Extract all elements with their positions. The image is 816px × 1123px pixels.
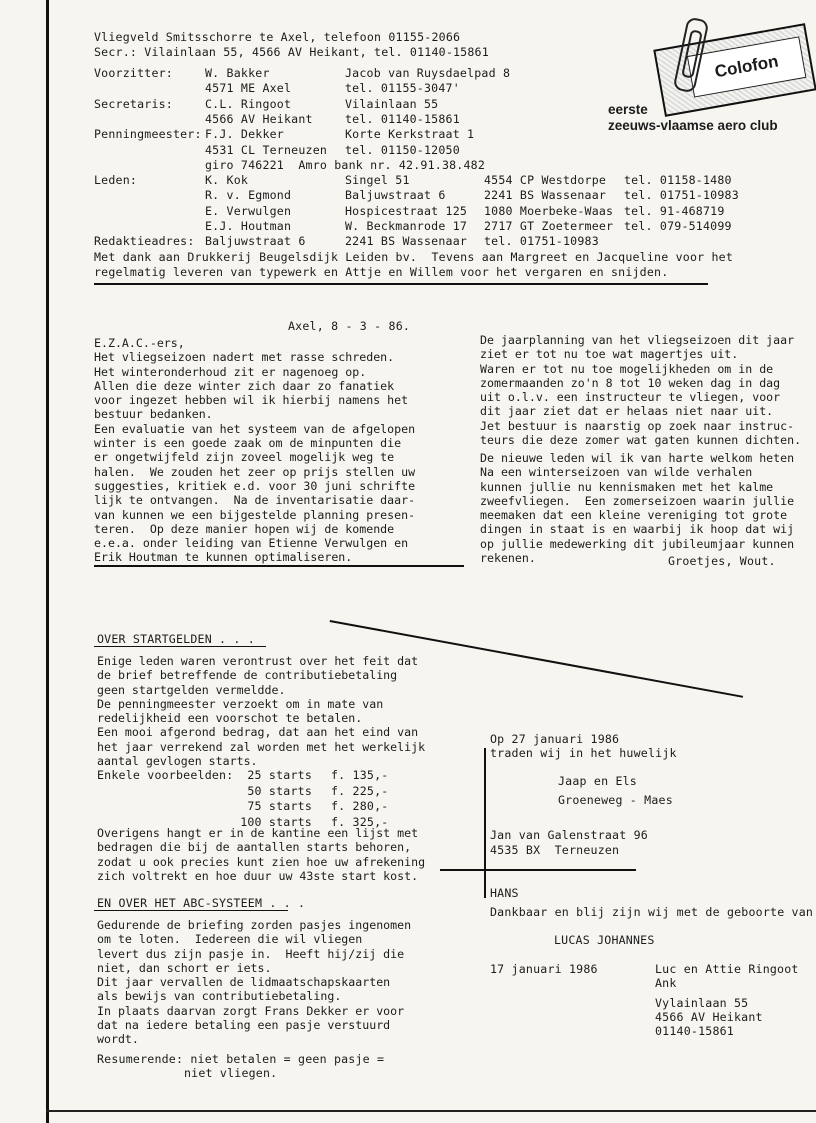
header-line-2: Secr.: Vilainlaan 55, 4566 AV Heikant, tel. 01140-15861 — [94, 45, 489, 59]
text-line: Erik Houtman te kunnen optimaliseren. — [94, 550, 353, 565]
text-line: kunnen jullie nu kennismaken met het kalme — [480, 479, 774, 494]
announcement-horizontal-line — [440, 869, 636, 871]
abc-heading-underline — [94, 910, 288, 911]
startgelden-body-2 — [97, 826, 425, 883]
birth-phone: 01140-15861 — [655, 1024, 734, 1038]
text-line: zweefvliegen. Een zomerseizoen waarin jullie — [480, 493, 795, 508]
header-line-1: Vliegveld Smitsschorre te Axel, telefoon 01155-2066 — [94, 30, 461, 44]
board-cell: E.J. Houtman — [205, 219, 292, 233]
text-line: Na een winterseizoen van wilde verhalen — [480, 465, 753, 480]
text-line: Het vliegseizoen nadert met rasse schreden. — [94, 350, 395, 365]
wedding-address-1: Jan van Galenstraat 96 — [490, 828, 648, 842]
birth-date: 17 januari 1986 — [490, 962, 598, 976]
board-cell: 2241 BS Wassenaar — [345, 234, 468, 249]
board-cell: tel. 01140-15861 — [345, 111, 460, 126]
text-line: Enige leden waren verontrust over het feit dat — [97, 654, 419, 668]
board-cell: tel. 079-514099 — [624, 219, 732, 233]
text-line: bedragen die bij de aantallen starts behoren, — [97, 840, 412, 855]
thanks-line-2: regelmatig leveren van typewerk en Attje en Willem voor het vergaren en snijden. — [94, 265, 669, 279]
board-cell: E. Verwulgen — [205, 203, 292, 218]
abc-summary-1: Resumerende: niet betalen = geen pasje = — [97, 1052, 385, 1066]
board-cell: giro 746221 Amro bank nr. 42.91.38.482 — [205, 157, 486, 172]
letter-left-underline — [94, 565, 464, 567]
text-line: de brief betreffende de contributiebetaling — [97, 668, 398, 683]
text-line: dingen in staat is en waarbij ik hoop dat wij — [480, 522, 795, 537]
text-line: teren. Op deze manier hopen wij de komende — [94, 521, 395, 536]
text-line: Dit jaar vervallen de lidmaatschapskaarten — [97, 975, 391, 990]
text-line: Het winteronderhoud zit er nagenoeg op. — [94, 364, 367, 379]
text-line: In plaats daarvan zorgt Frans Dekker er voor — [97, 1003, 405, 1018]
board-cell: Jacob van Ruysdaelpad 8 — [345, 66, 511, 80]
text-line: ziet er tot nu toe wat magertjes uit. — [480, 347, 739, 362]
abc-summary-2: niet vliegen. — [184, 1066, 278, 1080]
thanks-line-1: Met dank aan Drukkerij Beugelsdijk Leiden bv. Tevens aan Margreet en Jacqueline voor het — [94, 250, 734, 264]
letter-right-paragraph-2 — [480, 451, 794, 565]
example-amount: f. 325,- — [331, 814, 389, 829]
board-cell: tel. 01158-1480 — [624, 173, 732, 188]
letter-right-paragraph-1 — [480, 333, 801, 447]
board-cell: Korte Kerkstraat 1 — [345, 127, 475, 142]
text-line: om te loten. Iedereen die wil vliegen — [97, 932, 363, 947]
page-bottom-edge — [46, 1110, 816, 1112]
example-amount: f. 225,- — [331, 783, 389, 798]
text-line: Waren er tot nu toe mogelijkheden om in de — [480, 361, 774, 376]
text-line: van kunnen we een bijgestelde planning presen- — [94, 507, 416, 522]
board-cell: tel. 01155-3047' — [345, 81, 460, 96]
text-line: dit jaar ziet dat er helaas niet naar uit. — [480, 404, 774, 419]
text-line: Een evaluatie van het systeem van de afgelopen — [94, 421, 416, 436]
text-line: meemaken dat een kleine vereniging tot grote — [480, 508, 788, 523]
text-line: De nieuwe leden wil ik van harte welkom heten — [480, 451, 795, 465]
text-line: niet, dan schort er iets. — [97, 960, 272, 975]
text-line: er ongetwijfeld zijn zoveel mogelijk weg te — [94, 450, 395, 465]
text-line: uit o.l.v. een instructeur te vliegen, voor — [480, 390, 781, 405]
text-line: zodat u ook precies kunt zien hoe uw afrekening — [97, 854, 426, 869]
board-cell: Redaktieadres: — [94, 234, 195, 249]
example-amount: f. 280,- — [331, 799, 389, 813]
birth-sibling: Ank — [655, 976, 677, 990]
startgelden-body — [97, 654, 425, 768]
example-starts: 50 starts — [247, 783, 312, 798]
text-line: aantal gevlogen starts. — [97, 754, 258, 769]
board-cell: C.L. Ringoot — [205, 96, 292, 111]
board-cell: tel. 01150-12050 — [345, 142, 460, 157]
board-cell: Secretaris: — [94, 96, 173, 111]
text-line: winter is een goede zaak om de minpunten die — [94, 436, 402, 451]
wedding-names: Jaap en Els — [558, 774, 637, 788]
board-cell: 4554 CP Westdorpe — [484, 173, 607, 188]
board-cell: tel. 01751-10983 — [624, 188, 739, 203]
example-amount: f. 135,- — [331, 768, 389, 782]
example-starts: 100 starts — [240, 814, 312, 829]
text-line: E.Z.A.C.-ers, — [94, 336, 185, 350]
example-starts: 25 starts — [247, 768, 312, 782]
board-cell: Voorzitter: — [94, 66, 173, 80]
colofon-sub-1: eerste — [608, 102, 648, 117]
board-cell: 4531 CL Terneuzen — [205, 142, 328, 157]
abc-heading: EN OVER HET ABC-SYSTEEM . . . — [97, 896, 306, 910]
board-cell: Baljuwstraat 6 — [205, 234, 306, 249]
board-cell: Leden: — [94, 173, 138, 188]
wedding-surnames: Groeneweg - Maes — [558, 793, 673, 807]
divider — [94, 283, 708, 285]
text-line: Gedurende de briefing zorden pasjes ingenomen — [97, 918, 412, 932]
text-line: De jaarplanning van het vliegseizoen dit jaar — [480, 333, 795, 347]
board-cell: W. Bakker — [205, 66, 270, 80]
board-cell: F.J. Dekker — [205, 127, 284, 142]
wedding-line-2: traden wij in het huwelijk — [490, 746, 677, 760]
text-line: Jet bestuur is naarstig op zoek naar instruc- — [480, 418, 795, 433]
announcement-vertical-line — [484, 748, 486, 898]
birth-parents: Luc en Attie Ringoot — [655, 962, 799, 976]
board-cell: Hospicestraat 125 — [345, 203, 468, 218]
text-line: lijk te ontvangen. Na de inventarisatie daar- — [94, 493, 416, 508]
text-line: wordt. — [97, 1032, 139, 1047]
wedding-line-1: Op 27 januari 1986 — [490, 732, 620, 746]
text-line: bestuur bedanken. — [94, 407, 213, 422]
board-cell: 1080 Moerbeke-Waas — [484, 203, 614, 218]
board-cell: tel. 01751-10983 — [484, 234, 599, 249]
board-cell: R. v. Egmond — [205, 188, 292, 203]
birth-address-1: Vylainlaan 55 — [655, 996, 749, 1010]
text-line: Allen die deze winter zich daar zo fanatiek — [94, 378, 395, 393]
board-cell: tel. 91-468719 — [624, 203, 725, 218]
board-cell: K. Kok — [205, 173, 249, 188]
wedding-address-2: 4535 BX Terneuzen — [490, 843, 620, 857]
text-line: halen. We zouden het zeer op prijs stellen uw — [94, 464, 416, 479]
text-line: suggesties, kritiek e.d. voor 30 juni schrifte — [94, 478, 416, 493]
board-cell: 4571 ME Axel — [205, 81, 292, 96]
abc-body — [97, 918, 411, 1047]
colofon-sub-2: zeeuws-vlaamse aero club — [608, 118, 778, 133]
board-cell: Baljuwstraat 6 — [345, 188, 446, 203]
board-cell: Vilainlaan 55 — [345, 96, 439, 111]
board-cell: 2241 BS Wassenaar — [484, 188, 607, 203]
text-line: teurs die deze zomer wat gaten kunnen dichten. — [480, 433, 802, 448]
board-cell: 4566 AV Heikant — [205, 111, 313, 126]
text-line: op jullie medewerking dit jubileumjaar kunnen — [480, 536, 795, 551]
example-starts: 75 starts — [247, 799, 312, 813]
startgelden-heading-underline — [94, 646, 266, 647]
letter-date: Axel, 8 - 3 - 86. — [288, 319, 411, 333]
birth-child: LUCAS JOHANNES — [554, 933, 655, 947]
colofon-title: Colofon — [687, 36, 807, 97]
text-line: rekenen. — [480, 551, 536, 566]
birth-name: HANS — [490, 886, 519, 900]
birth-text: Dankbaar en blij zijn wij met de geboorte van — [490, 905, 814, 919]
board-cell: Singel 51 — [345, 173, 410, 188]
text-line: redelijkheid een voorschot te betalen. — [97, 711, 363, 726]
text-line: geen startgelden vermeldde. — [97, 682, 286, 697]
text-line: Een mooi afgerond bedrag, dat aan het eind van — [97, 725, 419, 740]
binding-edge — [46, 0, 49, 1123]
text-line: De penningmeester verzoekt om in mate van — [97, 696, 384, 711]
startgelden-heading: OVER STARTGELDEN . . . — [97, 632, 255, 646]
text-line: zomermaanden zo'n 8 tot 10 weken dag in dag — [480, 375, 781, 390]
text-line: levert dus zijn pasje in. Heeft hij/zij die — [97, 946, 405, 961]
text-line: als bewijs van contributiebetaling. — [97, 989, 342, 1004]
text-line: voor ingezet hebben wil ik hierbij namens het — [94, 393, 409, 408]
text-line: zich voltrekt en hoe duur uw 43ste start kost. — [97, 868, 419, 883]
letter-signoff: Groetjes, Wout. — [668, 554, 776, 568]
board-cell: Penningmeester: — [94, 127, 202, 142]
text-line: het jaar verrekend zal worden met het werkelijk — [97, 739, 426, 754]
text-line: dat na iedere betaling een pasje verstuurd — [97, 1018, 391, 1033]
examples-label: Enkele voorbeelden: — [97, 768, 234, 782]
text-line: e.e.a. onder leiding van Etienne Verwulgen en — [94, 536, 409, 551]
board-cell: 2717 GT Zoetermeer — [484, 219, 614, 233]
text-line: Overigens hangt er in de kantine een lijst met — [97, 826, 419, 840]
letter-left-column — [94, 336, 415, 565]
board-cell: W. Beckmanrode 17 — [345, 219, 468, 233]
birth-address-2: 4566 AV Heikant — [655, 1010, 763, 1024]
